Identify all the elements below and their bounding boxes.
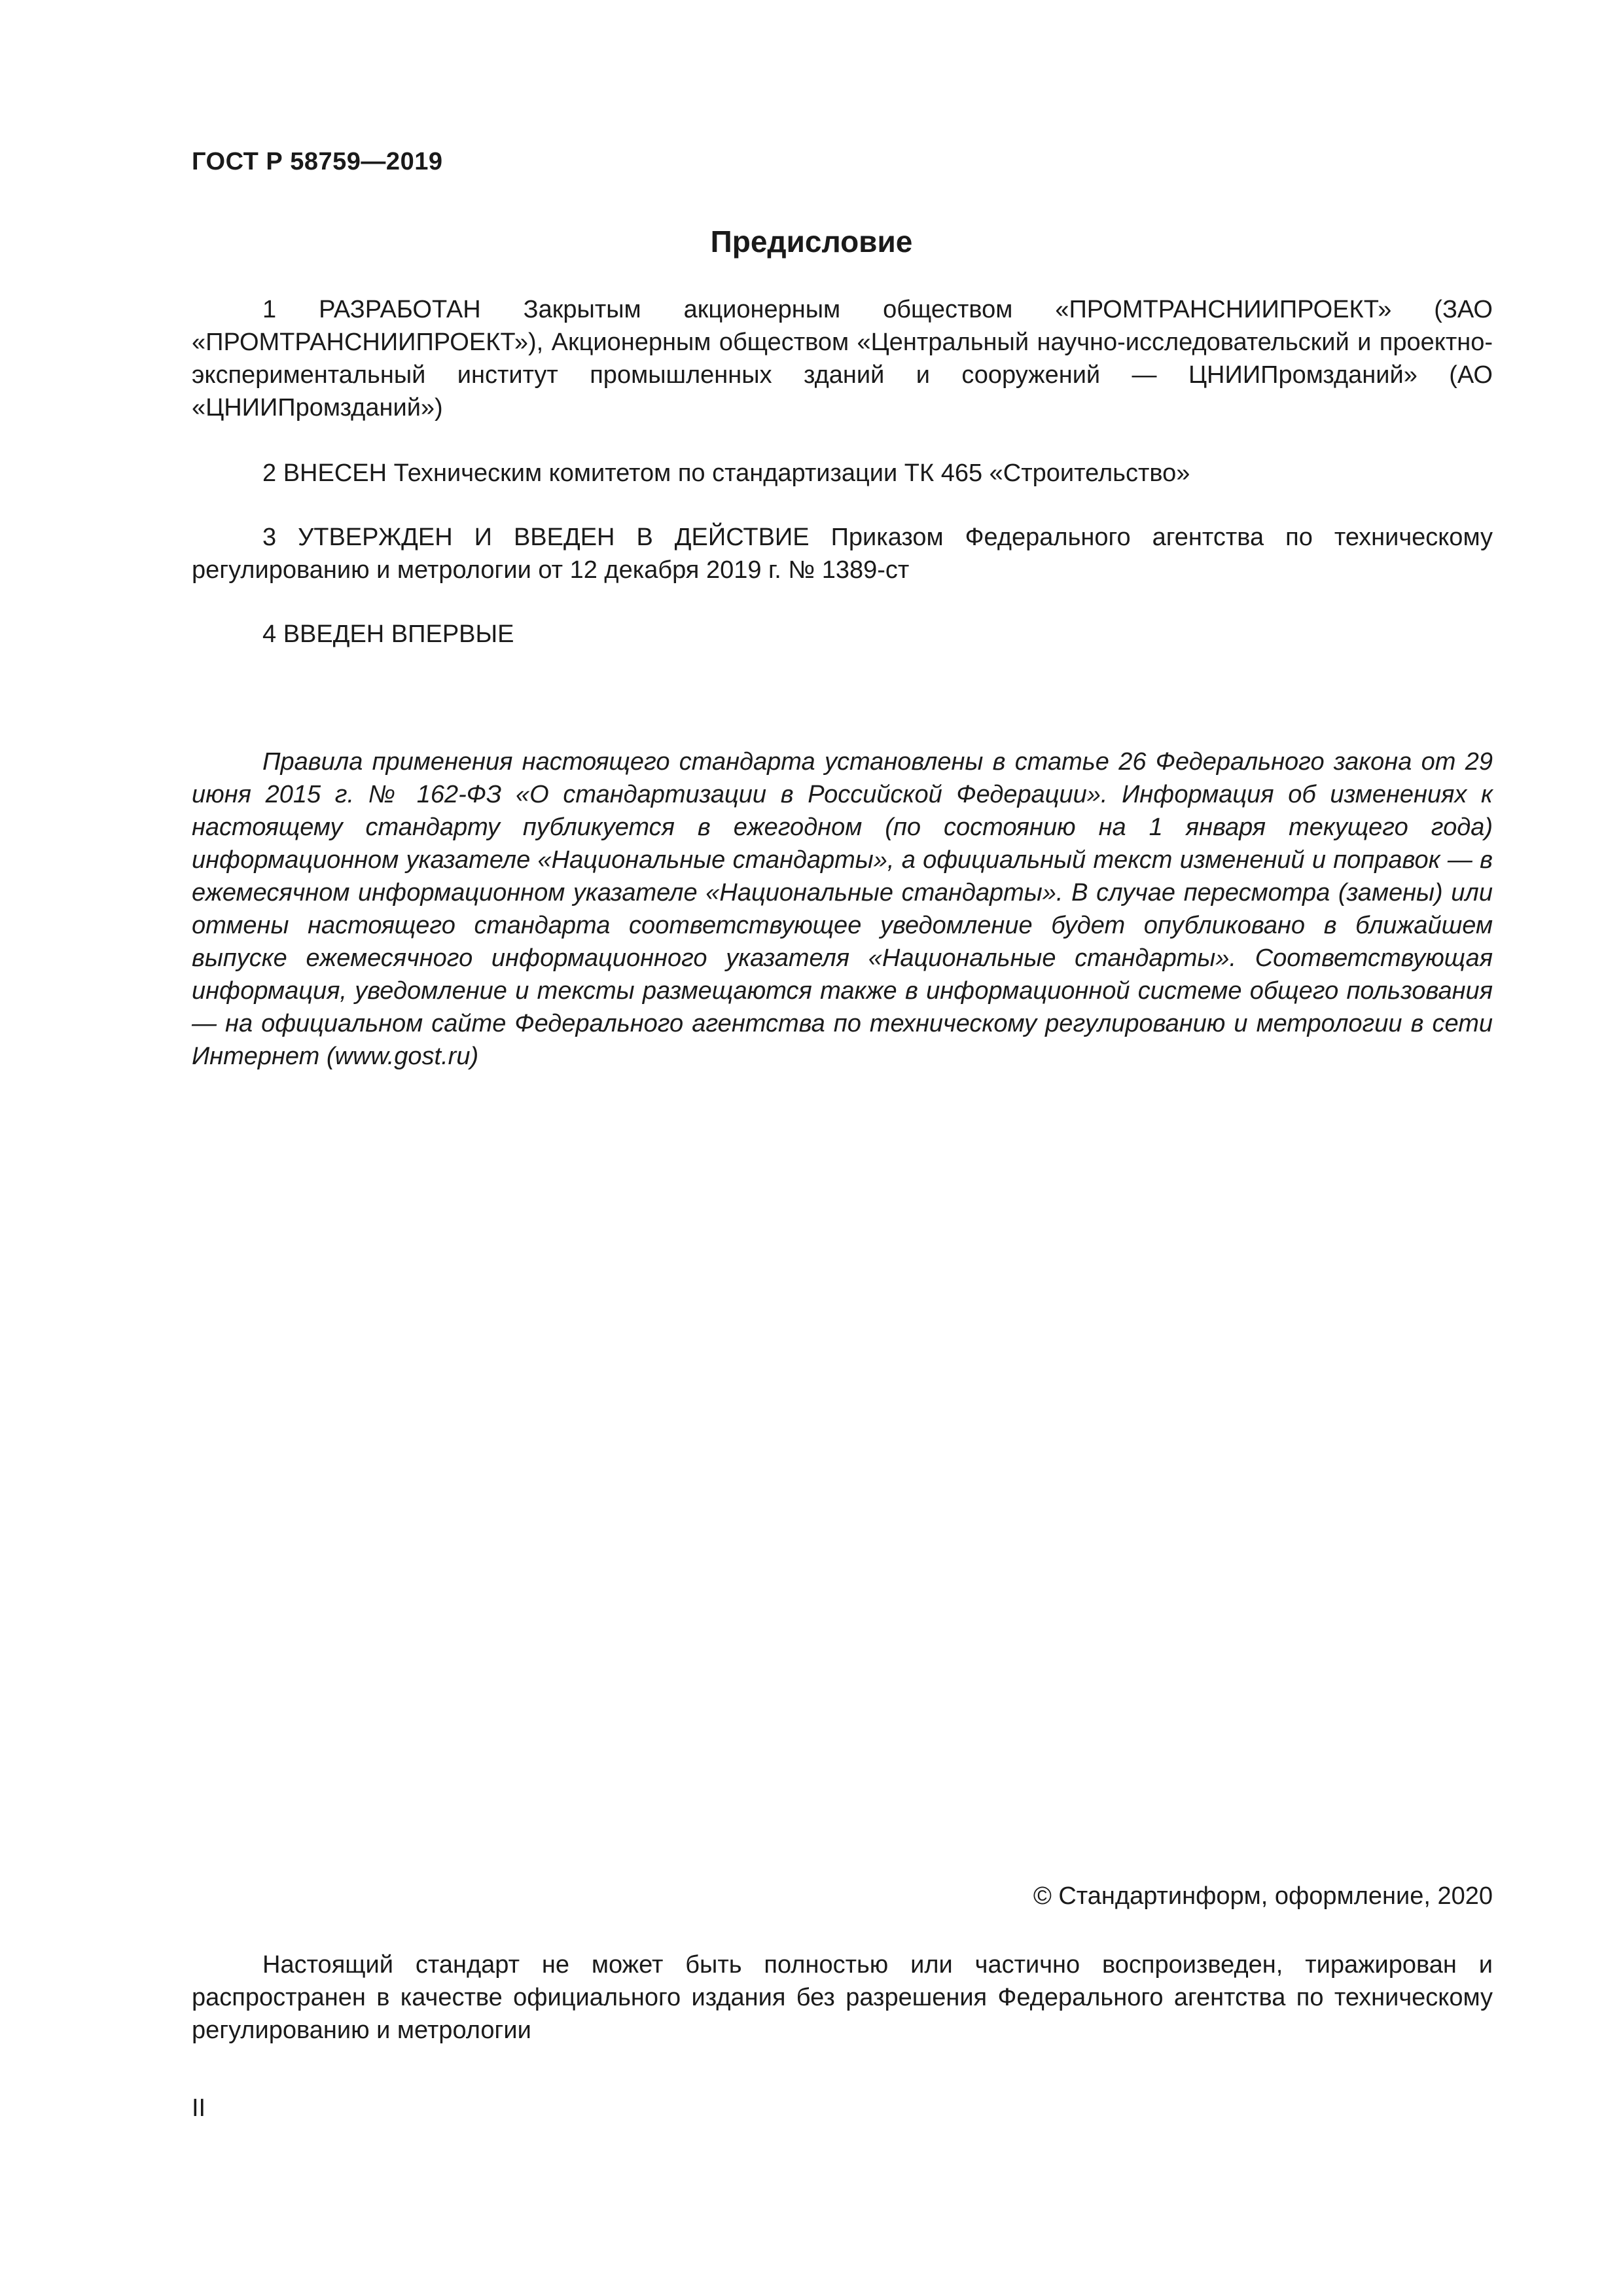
copyright-line: © Стандартинформ, оформление, 2020 <box>1033 1882 1493 1910</box>
rules-notice: Правила применения настоящего стандарта установлены в статье 26 Федерального закона от 29 июня 2015 г. № 162-ФЗ «О стандартизации в Российской Федерации». Информация об изменениях к настоящему стандарту публикуется в ежегодном (по состоянию на 1 января текущего года) информационном указателе «Национальные стандарты», а официальный текст изменений и поправок — в ежемесячном информационном указателе «Национальные стандарты». В случае пересмотра (замены) или отмены настоящего стандарта соответствующее уведомление будет опубликовано в ближайшем выпуске ежемесячного информационного указателя «Национальные стандарты». Соответствующая информация, уведомление и тексты размещаются также в информационной системе общего пользования — на официальном сайте Федерального агентства по техническому регулированию и метрологии в сети Интернет (www.gost.ru) <box>192 748 1493 1070</box>
document-code: ГОСТ Р 58759—2019 <box>192 148 443 175</box>
preface-item-4: 4 ВВЕДЕН ВПЕРВЫЕ <box>262 620 514 648</box>
page-title: Предисловие <box>710 224 913 259</box>
preface-item-3: 3 УТВЕРЖДЕН И ВВЕДЕН В ДЕЙСТВИЕ Приказом Федерального агентства по техническому регулированию и метрологии от 12 декабря 2019 г. № 1389-ст <box>192 524 1493 584</box>
reprint-notice: Настоящий стандарт не может быть полностью или частично воспроизведен, тиражирован и распространен в качестве официального издания без разрешения Федерального агентства по техническому регулированию и метрологии <box>192 1951 1493 2044</box>
preface-item-2: 2 ВНЕСЕН Техническим комитетом по стандартизации ТК 465 «Строительство» <box>262 459 1190 487</box>
preface-item-1: 1 РАЗРАБОТАН Закрытым акционерным обществом «ПРОМТРАНСНИИПРОЕКТ» (ЗАО «ПРОМТРАНСНИИПРОЕКТ»), Акционерным обществом «Центральный научно-исследовательский и проектно-экспериментальный институт промышленных зданий и сооружений — ЦНИИПромзданий» (АО «ЦНИИПромзданий») <box>192 296 1493 422</box>
page-number: II <box>192 2094 206 2122</box>
